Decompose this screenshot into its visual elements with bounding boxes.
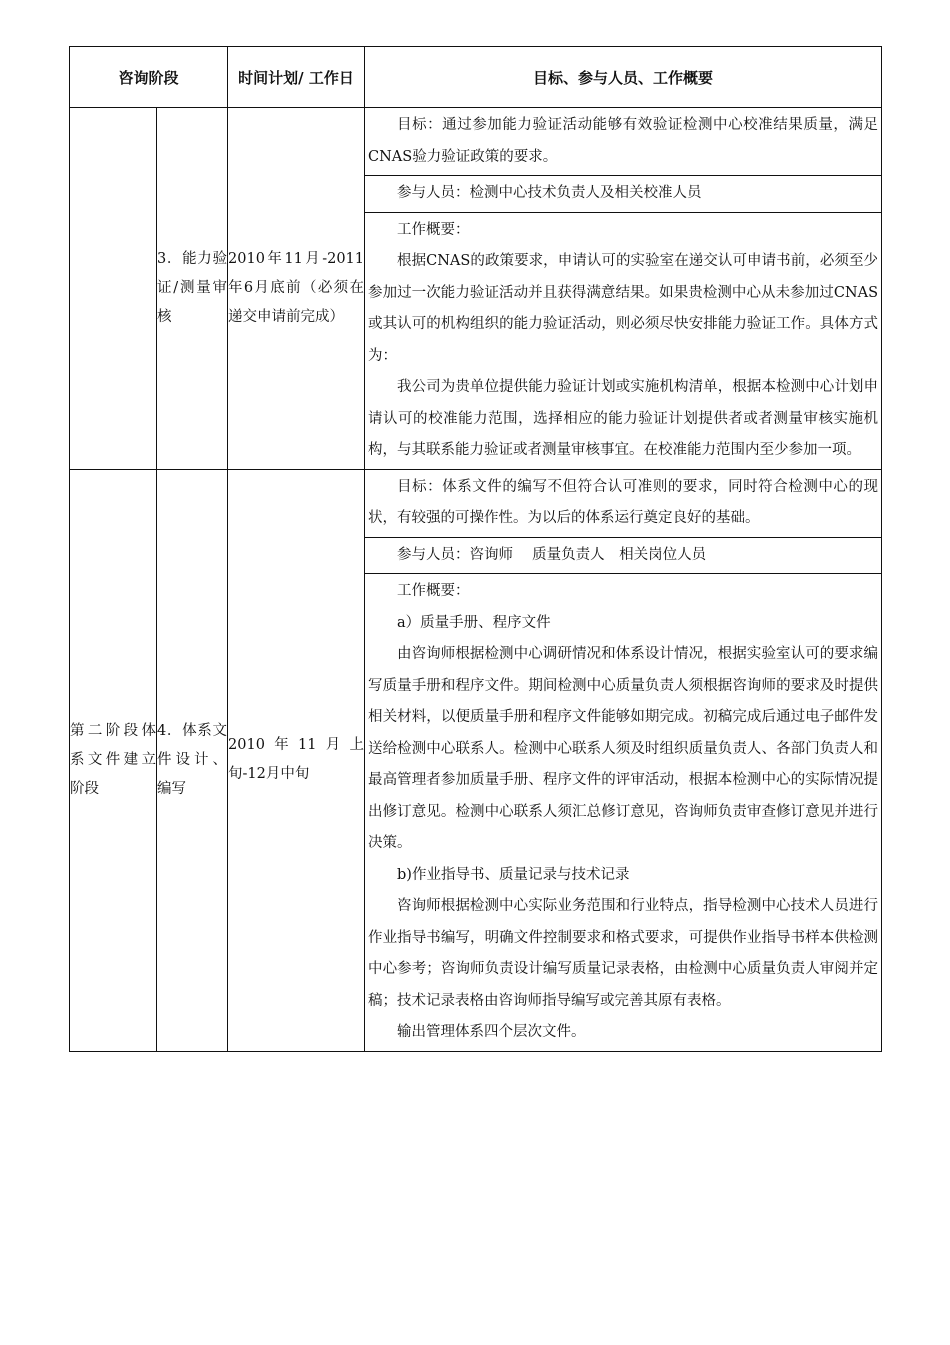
table-row	[70, 469, 882, 1051]
output-text: 输出管理体系四个层次文件。	[397, 1024, 586, 1040]
content-cell	[365, 108, 882, 470]
table-row	[70, 108, 882, 470]
overview-paragraph: 由咨询师根据检测中心调研情况和体系设计情况，根据实验室认可的要求编写质量手册和程序文件。期间检测中心质量负责人须根据咨询师的要求及时提供相关材料，以便质量手册和程序文件能够如期完成。初稿完成后通过电子邮件发送给检测中心联系人。检测中心联系人须及时组织质量负责人、各部门负责人和最高管理者参加质量手册、程序文件的评审活动，根据本检测中心的实际情况提出修订意见。检测中心联系人须汇总修订意见，咨询师负责审查修订意见并进行决策。	[368, 646, 879, 851]
time-cell: 2010年11月上旬-12月中旬	[228, 469, 365, 1051]
stage-cell: 第二阶段体系文件建立阶段	[70, 469, 157, 1051]
table-header-row	[70, 47, 882, 108]
content-cell	[365, 469, 882, 1051]
overview-paragraph: 根据CNAS的政策要求，申请认可的实验室在递交认可申请书前，必须至少参加过一次能力验证活动并且获得满意结果。如果贵检测中心从未参加过CNAS或其认可的机构组织的能力验证活动，则必须尽快安排能力验证工作。具体方式为：	[368, 253, 879, 364]
step-cell: 3．能力验证/测量审核	[157, 108, 228, 470]
step-cell: 4．体系文件设计、编写	[157, 469, 228, 1051]
time-cell: 2010年11月-2011年6月底前（必须在递交申请前完成）	[228, 108, 365, 470]
header-stage: 咨询阶段	[70, 47, 228, 108]
overview-block	[365, 573, 881, 1051]
stage-cell	[70, 108, 157, 470]
overview-title: 工作概要：	[397, 583, 470, 599]
item-b-heading: b)作业指导书、质量记录与技术记录	[397, 866, 630, 883]
goal-text: 目标：体系文件的编写不但符合认可准则的要求，同时符合检测中心的现状，有较强的可操作性。为以后的体系运行奠定良好的基础。	[368, 478, 879, 526]
goal-text: 目标：通过参加能力验证活动能够有效验证检测中心校准结果质量，满足CNAS验力验证政策的要求。	[368, 117, 879, 165]
header-goal: 目标、参与人员、工作概要	[365, 47, 882, 108]
overview-paragraph: 我公司为贵单位提供能力验证计划或实施机构清单，根据本检测中心计划申请认可的校准能力范围，选择相应的能力验证计划提供者或者测量审核实施机构，与其联系能力验证或者测量审核事宜。在校准能力范围内至少参加一项。	[368, 379, 879, 458]
header-time: 时间计划/ 工作日	[228, 47, 365, 108]
item-a-heading: a）质量手册、程序文件	[397, 614, 551, 631]
participants-text: 参与人员：咨询师 质量负责人 相关岗位人员	[365, 537, 881, 574]
consulting-plan-table	[69, 46, 882, 1052]
overview-paragraph: 咨询师根据检测中心实际业务范围和行业特点，指导检测中心技术人员进行作业指导书编写，明确文件控制要求和格式要求，可提供作业指导书样本供检测中心参考；咨询师负责设计编写质量记录表格，由检测中心质量负责人审阅并定稿；技术记录表格由咨询师指导编写或完善其原有表格。	[368, 898, 879, 1009]
overview-title: 工作概要：	[397, 221, 470, 238]
participants-text: 参与人员：检测中心技术负责人及相关校准人员	[365, 175, 881, 212]
overview-block	[365, 212, 881, 469]
